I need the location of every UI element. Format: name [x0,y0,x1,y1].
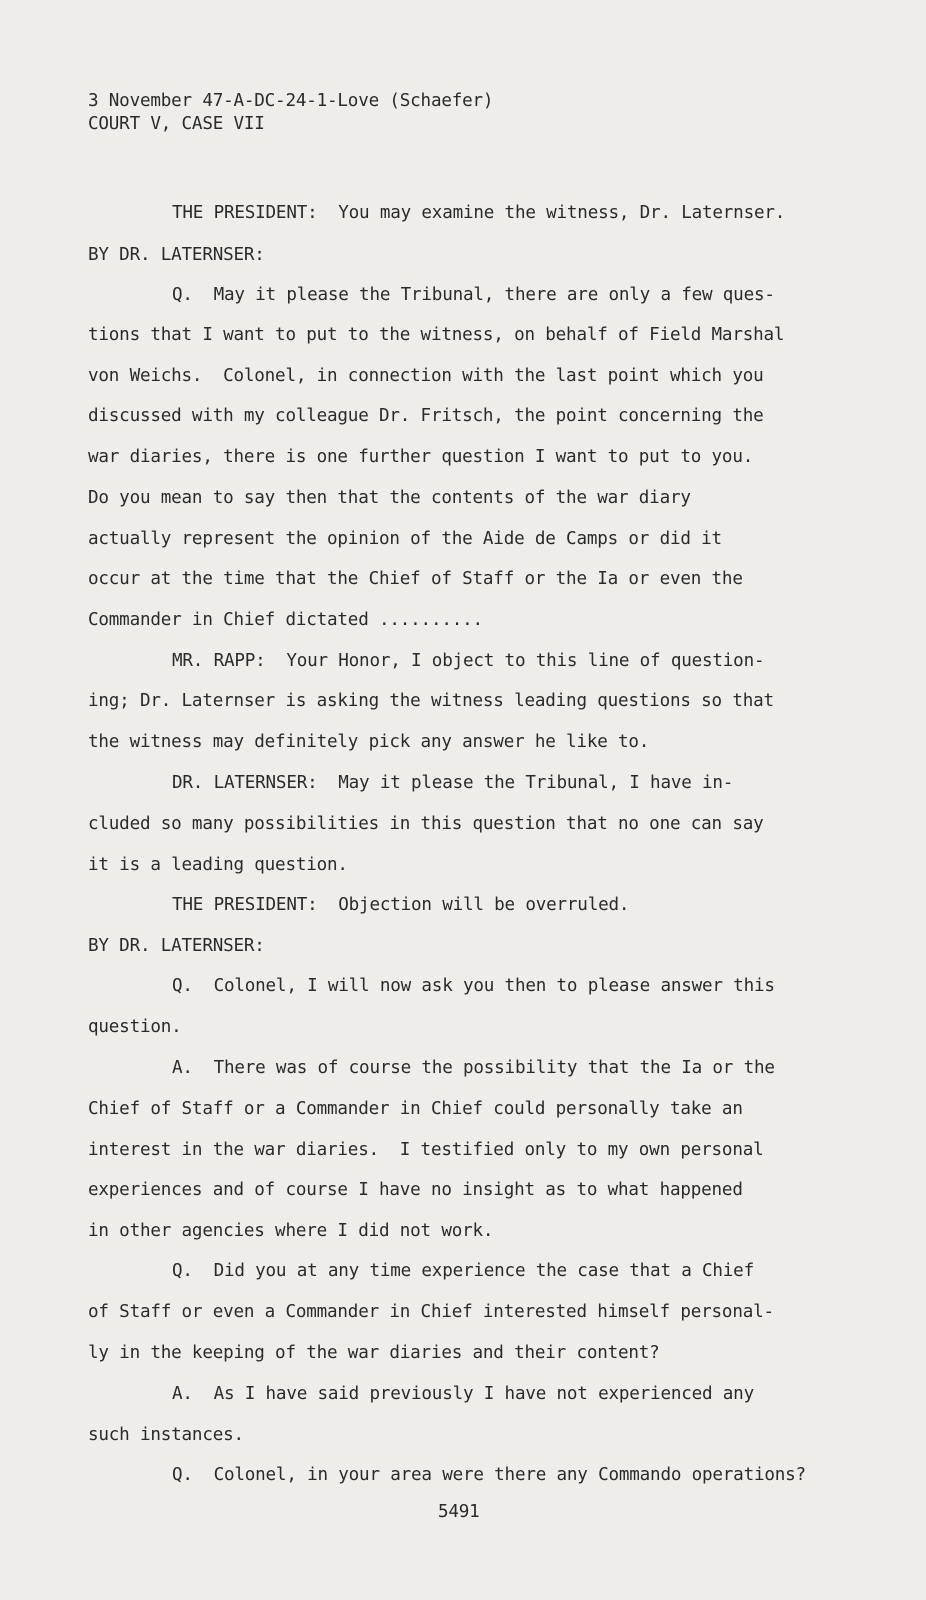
page-number: 5491 [438,1502,480,1522]
text-line: such instances. [88,1425,244,1445]
text-line: in other agencies where I did not work. [88,1221,494,1241]
text-line: question. [88,1017,182,1037]
text-line: ly in the keeping of the war diaries and their content? [88,1343,660,1363]
text-line: actually represent the opinion of the Aide de Camps or did it [88,529,722,549]
text-line: BY DR. LATERNSER: [88,245,265,265]
text-line: THE PRESIDENT: Objection will be overruled. [172,895,630,915]
text-line: MR. RAPP: Your Honor, I object to this line of question- [172,651,765,671]
text-line: DR. LATERNSER: May it please the Tribunal, I have in- [172,773,734,793]
text-line: cluded so many possibilities in this question that no one can say [88,814,764,834]
text-line: Chief of Staff or a Commander in Chief could personally take an [88,1099,743,1119]
text-line: A. There was of course the possibility that the Ia or the [172,1058,775,1078]
text-line: Q. May it please the Tribunal, there are only a few ques- [172,285,775,305]
text-line: BY DR. LATERNSER: [88,936,265,956]
text-line: Q. Colonel, in your area were there any Commando operations? [172,1465,806,1485]
text-line: THE PRESIDENT: You may examine the witness, Dr. Laternser. [172,203,786,223]
header-line-1: 3 November 47-A-DC-24-1-Love (Schaefer) [88,91,494,111]
text-line: war diaries, there is one further question I want to put to you. [88,447,754,467]
text-line: tions that I want to put to the witness, on behalf of Field Marshal [88,325,785,345]
header-line-2: COURT V, CASE VII [88,114,265,134]
text-line: Q. Did you at any time experience the case that a Chief [172,1261,754,1281]
text-line: of Staff or even a Commander in Chief interested himself personal- [88,1302,774,1322]
text-line: A. As I have said previously I have not experienced any [172,1384,754,1404]
text-line: von Weichs. Colonel, in connection with the last point which you [88,366,764,386]
text-line: discussed with my colleague Dr. Fritsch, the point concerning the [88,406,764,426]
text-line: Q. Colonel, I will now ask you then to please answer this [172,976,775,996]
text-line: Commander in Chief dictated .......... [88,610,483,630]
text-line: Do you mean to say then that the contents of the war diary [88,488,691,508]
text-line: experiences and of course I have no insight as to what happened [88,1180,743,1200]
text-line: ing; Dr. Laternser is asking the witness leading questions so that [88,691,774,711]
text-line: the witness may definitely pick any answer he like to. [88,732,650,752]
text-line: it is a leading question. [88,855,348,875]
text-line: interest in the war diaries. I testified only to my own personal [88,1140,764,1160]
text-line: occur at the time that the Chief of Staff or the Ia or even the [88,569,743,589]
